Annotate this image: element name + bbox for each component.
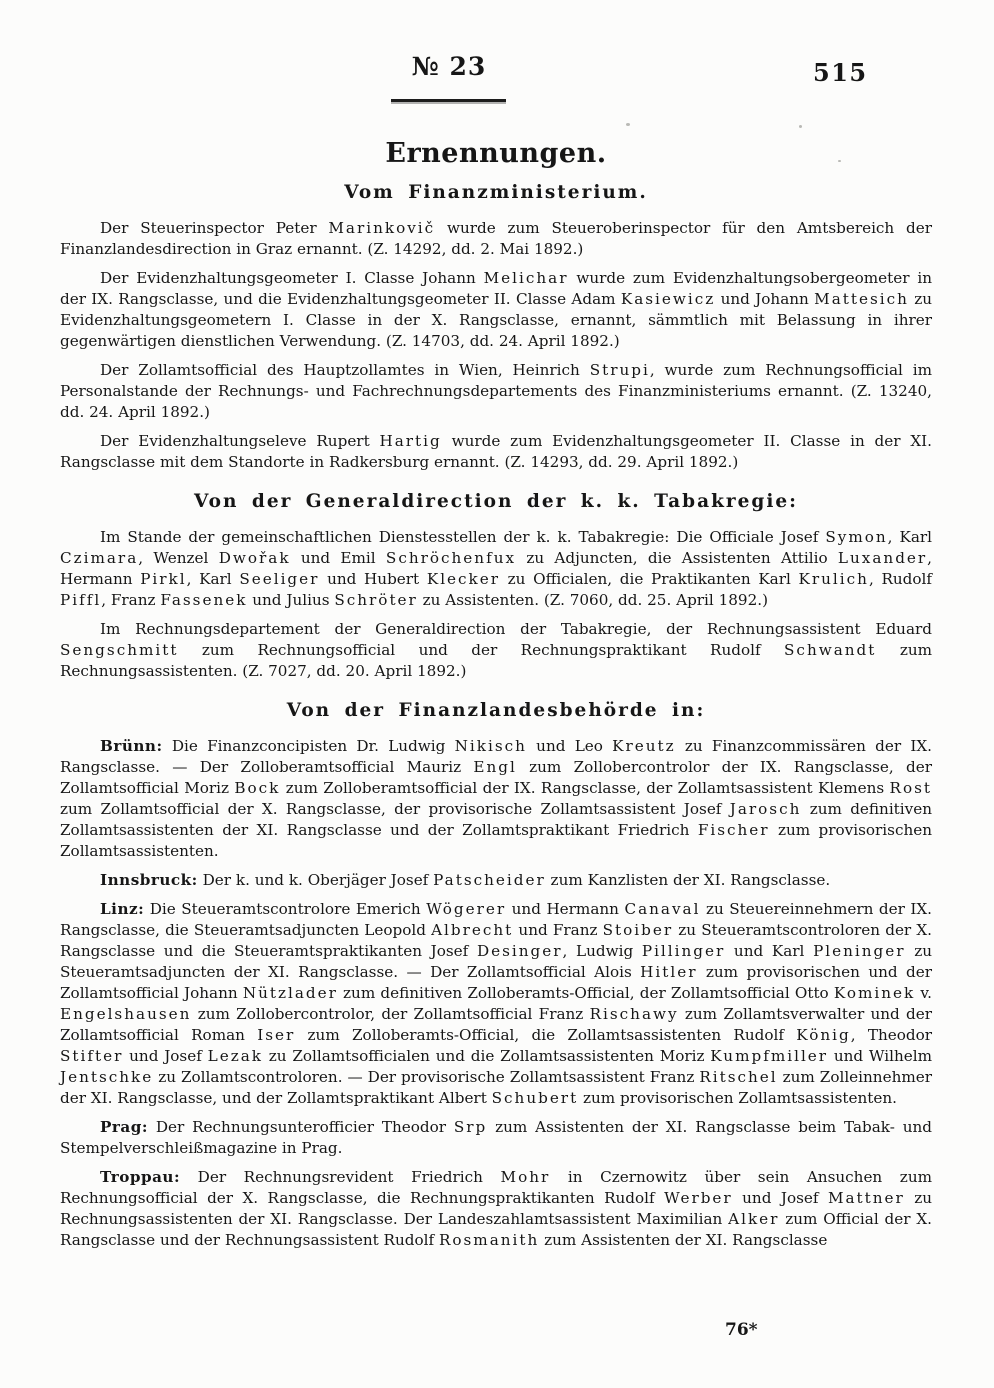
person-name: Fischer (697, 821, 770, 839)
page-title: Ernennungen. (385, 138, 607, 169)
person-name: Marinkovič (328, 219, 436, 237)
person-name: Canaval (624, 900, 701, 918)
person-name: Krulich (798, 570, 869, 588)
person-name: Schröchenfux (385, 549, 517, 567)
person-name: Jarosch (729, 800, 802, 818)
person-name: Schröter (334, 591, 418, 609)
person-name: Patscheider (433, 871, 546, 889)
person-name: Stoiber (602, 921, 674, 939)
paragraph: Prag: Der Rechnungsunterofficier Theodor Srp zum Assistenten der XI. Rangsclasse beim Tabak- und Stempelverschleißmagazine in Prag. (60, 1118, 932, 1157)
person-name: Bock (234, 779, 281, 797)
person-name: Seeliger (239, 570, 320, 588)
section-heading: Von der Finanzlandesbehörde in: (286, 700, 706, 721)
person-name: Klecker (426, 570, 500, 588)
location-lead: Innsbruck: (100, 871, 198, 889)
person-name: Nikisch (454, 737, 527, 755)
person-name: Iser (257, 1026, 296, 1044)
person-name: Symon (825, 528, 888, 546)
person-name: Pirkl (140, 570, 187, 588)
person-name: Kumpfmiller (710, 1047, 829, 1065)
person-name: Schwandt (784, 641, 877, 659)
person-name: Ritschel (699, 1068, 778, 1086)
paragraph: Der Evidenzhaltungseleve Rupert Hartig wurde zum Evidenzhaltungsgeometer II. Classe in der XI. Rangsclasse mit dem Standorte in Radkersburg ernannt. (Z. 14293, dd. 29. April 1892.) (60, 432, 932, 471)
location-lead: Prag: (100, 1118, 148, 1136)
person-name: Strupi (589, 361, 650, 379)
issue-number-rule (391, 99, 506, 102)
location-lead: Brünn: (100, 737, 163, 755)
person-name: Pillinger (641, 942, 726, 960)
paragraph: Im Stande der gemeinschaftlichen Dienstesstellen der k. k. Tabakregie: Die Officiale Josef Symon, Karl Czimara, Wenzel Dwořak und Emil Schröchenfux zu Adjuncten, die Assistenten Attilio Luxander, Hermann Pirkl, Karl Seeliger und Hubert Klecker zu Officialen, die Praktikanten Karl Krulich, Rudolf Piffl, Franz Fassenek und Julius Schröter zu Assistenten. (Z. 7060, dd. 25. April 1892.) (60, 528, 933, 609)
person-name: Jentschke (60, 1068, 154, 1086)
person-name: Schubert (491, 1089, 579, 1107)
person-name: Engelshausen (60, 1005, 192, 1023)
person-name: Hartig (379, 432, 442, 450)
section (60, 181, 932, 473)
paragraph: Brünn: Die Finanzconcipisten Dr. Ludwig Nikisch und Leo Kreutz zu Finanzcommissären der IX. Rangsclasse. — Der Zolloberamtsofficial Mauriz Engl zum Zollobercontrolor der IX. Rangsclasse, der Zollamtsofficial Moriz Bock zum Zolloberamtsofficial der IX. Rangsclasse, der Zollamtsassistent Klemens Rost zum Zollamtsofficial der X. Rangsclasse, der provisorische Zollamtsassistent Josef Jarosch zum definitiven Zollamtsassistenten der XI. Rangsclasse und der Zollamtspraktikant Friedrich Fischer zum provisorischen Zollamtsassistenten. (60, 737, 933, 860)
scan-speck (799, 125, 802, 128)
paragraph: Im Rechnungsdepartement der Generaldirection der Tabakregie, der Rechnungsassistent Eduard Sengschmitt zum Rechnungsofficial und der Rechnungspraktikant Rudolf Schwandt zum Rechnungsassistenten. (Z. 7027, dd. 20. April 1892.) (60, 620, 933, 680)
person-name: König (796, 1026, 851, 1044)
person-name: Mattesich (814, 290, 909, 308)
person-name: Fassenek (160, 591, 248, 609)
person-name: Engl (473, 758, 517, 776)
person-name: Rosmanith (438, 1231, 540, 1249)
person-name: Kominek (833, 984, 916, 1002)
person-name: Czimara (60, 549, 139, 567)
person-name: Rischawy (589, 1005, 679, 1023)
person-name: Hitler (640, 963, 698, 981)
person-name: Kasiewicz (620, 290, 716, 308)
person-name: Mattner (827, 1189, 905, 1207)
person-name: Melichar (483, 269, 569, 287)
location-lead: Troppau: (100, 1168, 181, 1186)
person-name: Srp (453, 1118, 488, 1136)
person-name: Desinger (476, 942, 563, 960)
person-name: Rost (889, 779, 932, 797)
person-name: Wögerer (426, 900, 507, 918)
person-name: Nützlader (242, 984, 338, 1002)
section (60, 699, 932, 1251)
person-name: Kreutz (612, 737, 676, 755)
paragraph: Troppau: Der Rechnungsrevident Friedrich Mohr in Czernowitz über sein Ansuchen zum Rechnungsofficial der X. Rangsclasse, die Rechnungspraktikanten Rudolf Werber und Josef Mattner zu Rechnungsassistenten der XI. Rangsclasse. Der Landeszahlamtsassistent Maximilian Alker zum Official der X. Rangsclasse und der Rechnungsassistent Rudolf Rosmanith zum Assistenten der XI. Rangsclasse (60, 1168, 933, 1249)
scan-speck (838, 160, 841, 162)
person-name: Dwořak (218, 549, 291, 567)
section-heading: Von der Generaldirection der k. k. Tabakregie: (194, 491, 798, 512)
paragraph: Der Evidenzhaltungsgeometer I. Classe Johann Melichar wurde zum Evidenzhaltungsobergeometer in der IX. Rangsclasse, und die Evidenzhaltungsgeometer II. Classe Adam Kasiewicz und Johann Mattesich zu Evidenzhaltungsgeometern I. Classe in der X. Rangsclasse, ernannt, sämmtlich mit Belassung in ihrer gegenwärtigen dienstlichen Verwendung. (Z. 14703, dd. 24. April 1892.) (60, 269, 932, 350)
person-name: Lezak (207, 1047, 263, 1065)
sections-container (60, 181, 932, 1251)
document-body (60, 138, 932, 1259)
paragraph: Innsbruck: Der k. und k. Oberjäger Josef Patscheider zum Kanzlisten der XI. Rangsclasse. (100, 871, 831, 889)
section (60, 490, 932, 682)
section-heading: Vom Finanzministerium. (344, 182, 648, 203)
person-name: Mohr (500, 1168, 551, 1186)
person-name: Albrecht (431, 921, 514, 939)
person-name: Piffl (60, 591, 102, 609)
issue-number: № 23 (411, 52, 487, 81)
person-name: Pleninger (813, 942, 906, 960)
person-name: Werber (664, 1189, 733, 1207)
person-name: Stifter (60, 1047, 124, 1065)
scan-speck (626, 123, 630, 126)
paragraph: Der Steuerinspector Peter Marinkovič wurde zum Steueroberinspector für den Amtsbereich der Finanzlandesdirection in Graz ernannt. (Z. 14292, dd. 2. Mai 1892.) (60, 219, 932, 258)
person-name: Alker (728, 1210, 780, 1228)
page-number: 515 (813, 58, 868, 87)
signature-mark: 76* (725, 1320, 758, 1340)
person-name: Sengschmitt (60, 641, 179, 659)
location-lead: Linz: (100, 900, 145, 918)
person-name: Luxander (837, 549, 928, 567)
paragraph: Linz: Die Steueramtscontrolore Emerich Wögerer und Hermann Canaval zu Steuereinnehmern der IX. Rangsclasse, die Steueramtsadjuncten Leopold Albrecht und Franz Stoiber zu Steueramtscontroloren der X. Rangsclasse und die Steueramtspraktikanten Josef Desinger, Ludwig Pillinger und Karl Pleninger zu Steueramtsadjuncten der XI. Rangsclasse. — Der Zollamtsofficial Alois Hitler zum provisorischen und der Zollamtsofficial Johann Nützlader zum definitiven Zolloberamts-Official, der Zollamtsofficial Otto Kominek v. Engelshausen zum Zollobercontrolor, der Zollamtsofficial Franz Rischawy zum Zollamtsverwalter und der Zollamtsofficial Roman Iser zum Zolloberamts-Official, die Zollamtsassistenten Rudolf König, Theodor Stifter und Josef Lezak zu Zollamtsofficialen und die Zollamtsassistenten Moriz Kumpfmiller und Wilhelm Jentschke zu Zollamtscontroloren. — Der provisorische Zollamtsassistent Franz Ritschel zum Zolleinnehmer der XI. Rangsclasse, und der Zollamtspraktikant Albert Schubert zum provisorischen Zollamtsassistenten. (60, 900, 933, 1107)
paragraph: Der Zollamtsofficial des Hauptzollamtes in Wien, Heinrich Strupi, wurde zum Rechnungsofficial im Personalstande der Rechnungs- und Fachrechnungsdepartements des Finanzministeriums ernannt. (Z. 13240, dd. 24. April 1892.) (60, 361, 932, 421)
